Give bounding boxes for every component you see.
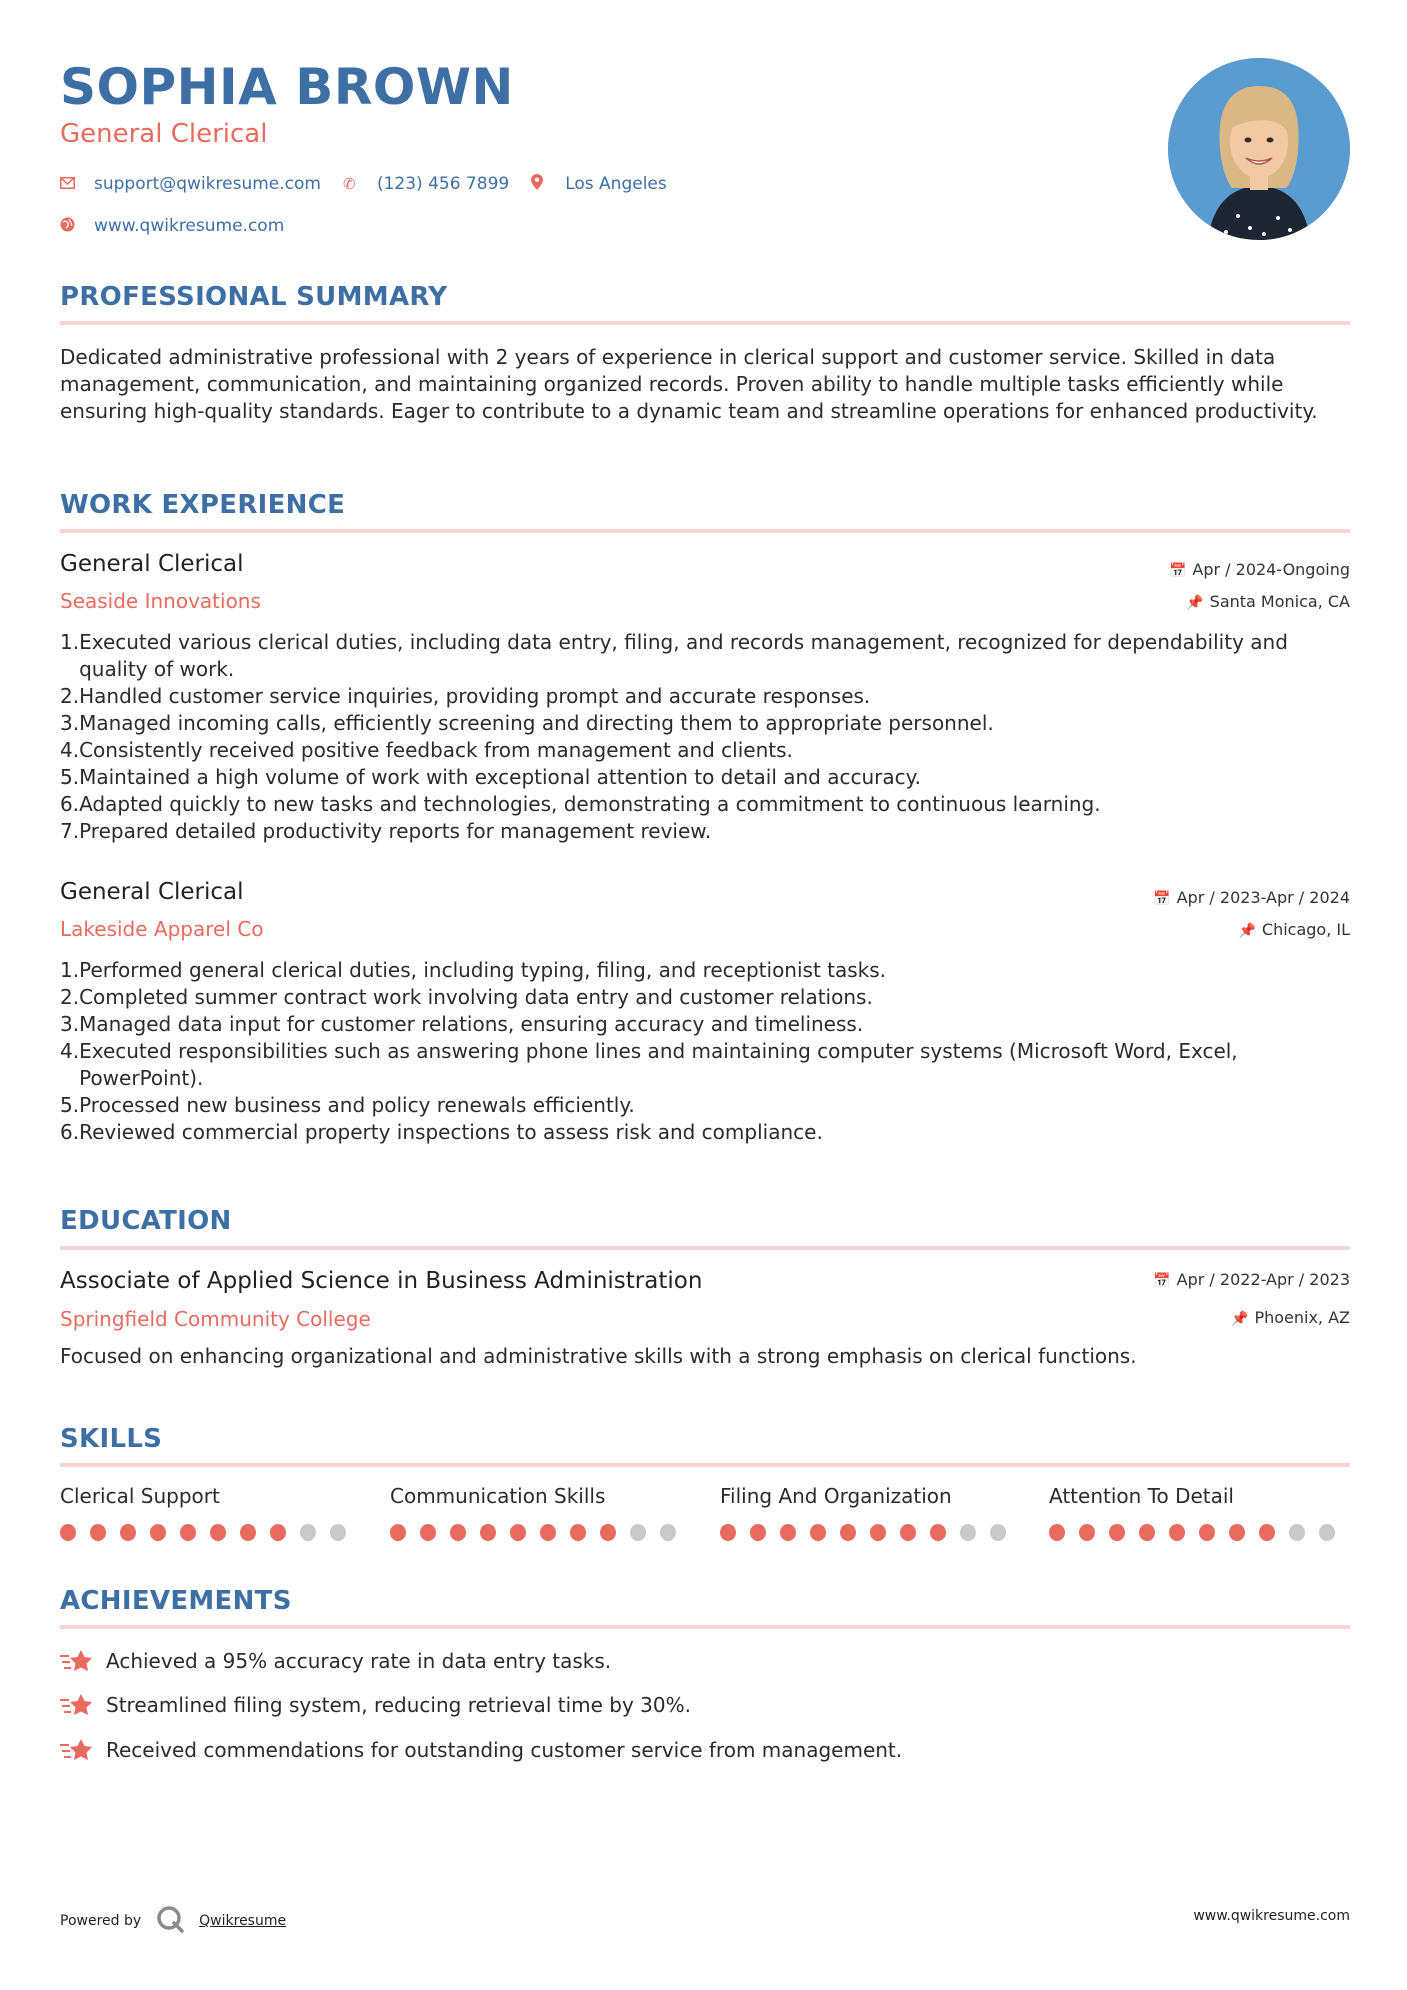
list-item: 5. Processed new business and policy renewals efficiently. [60,1093,635,1117]
rating-dot-empty [960,1524,976,1541]
phone-icon: ✆ [342,175,356,193]
star-icon [60,1737,94,1763]
rating-dot-filled [840,1524,856,1541]
star-icon [60,1648,94,1674]
contact-row-2 [60,216,306,236]
skill-item [720,1484,1020,1541]
powered-by-label: Powered by [60,1913,142,1929]
qwikresume-logo-icon [155,1904,185,1938]
section-divider [60,1246,1350,1250]
star-icon [60,1692,94,1718]
skill-rating [1049,1524,1349,1541]
rating-dot-empty [990,1524,1006,1541]
job-dates: 📅 Apr / 2023-Apr / 2024 [1153,888,1350,907]
rating-dot-filled [450,1524,466,1541]
list-item: 3. Managed data input for customer relations, ensuring accuracy and timeliness. [60,1012,864,1036]
achievement-item [60,1692,691,1718]
globe-icon [60,217,94,236]
candidate-name: SOPHIA BROWN [60,58,514,116]
footer-powered-by [60,1904,286,1938]
education-description: Focused on enhancing organizational and administrative skills with a strong emphasis on clerical functions. [60,1344,1137,1368]
rating-dot-filled [570,1524,586,1541]
skill-rating [390,1524,690,1541]
rating-dot-empty [1289,1524,1305,1541]
skill-name: Clerical Support [60,1484,220,1508]
footer-url[interactable]: www.qwikresume.com [1193,1908,1350,1924]
list-item: 7. Prepared detailed productivity reports for management review. [60,819,712,843]
education-dates: 📅 Apr / 2022-Apr / 2023 [1153,1270,1350,1289]
rating-dot-filled [510,1524,526,1541]
skill-name: Filing And Organization [720,1484,952,1508]
list-item: 6. Adapted quickly to new tasks and technologies, demonstrating a commitment to continuous learning. [60,792,1101,816]
rating-dot-empty [330,1524,346,1541]
email-link[interactable]: support@qwikresume.com [94,174,321,194]
achievement-item [60,1648,611,1674]
achievement-text: Received commendations for outstanding customer service from management. [106,1738,903,1762]
achievement-text: Achieved a 95% accuracy rate in data entry tasks. [106,1649,612,1673]
list-item: 4. Executed responsibilities such as answering phone lines and maintaining computer systems (Microsoft Word, Excel, PowerPoint). [60,1039,1238,1090]
list-item: 5. Maintained a high volume of work with exceptional attention to detail and accuracy. [60,765,921,789]
job-dates: 📅 Apr / 2024-Ongoing [1168,560,1350,579]
rating-dot-filled [750,1524,766,1541]
rating-dot-empty [660,1524,676,1541]
education-heading: EDUCATION [60,1206,232,1236]
education-location: 📌 Phoenix, AZ [1231,1308,1350,1327]
skill-name: Communication Skills [390,1484,606,1508]
achievements-heading: ACHIEVEMENTS [60,1586,292,1616]
section-divider [60,1463,1350,1467]
job-company: Seaside Innovations [60,589,261,613]
achievement-text: Streamlined filing system, reducing retrieval time by 30%. [106,1693,691,1717]
section-divider [60,1625,1350,1629]
rating-dot-filled [1199,1524,1215,1541]
website-link[interactable]: www.qwikresume.com [94,216,285,236]
degree-title: Associate of Applied Science in Business Administration [60,1268,703,1294]
calendar-icon: 📅 [1153,891,1171,907]
envelope-icon [60,175,94,193]
summary-text: Dedicated administrative professional with 2 years of experience in clerical support and customer service. Skilled in data management, communication, and maintaining organized records. Proven ability to handle multiple tasks efficiently while ensuring high-quality standards. Eager to contribute to a dynamic team and streamline operations for enhanced productivity. [60,345,1318,423]
skill-item [390,1484,690,1541]
section-divider [60,321,1350,325]
skill-item [1049,1484,1349,1541]
job-company: Lakeside Apparel Co [60,917,264,941]
list-item: 1. Executed various clerical duties, including data entry, filing, and records management, recognized for dependability and quality of work. [60,630,1288,681]
rating-dot-filled [120,1524,136,1541]
calendar-icon: 📅 [1168,563,1187,579]
rating-dot-filled [60,1524,76,1541]
rating-dot-filled [870,1524,886,1541]
rating-dot-filled [1229,1524,1245,1541]
section-divider [60,529,1350,533]
calendar-icon: 📅 [1153,1273,1171,1289]
rating-dot-filled [900,1524,916,1541]
skill-rating [720,1524,1020,1541]
rating-dot-filled [480,1524,496,1541]
job-duties-list [60,957,1350,1146]
rating-dot-filled [1139,1524,1155,1541]
pushpin-icon: 📌 [1238,923,1256,939]
rating-dot-filled [240,1524,256,1541]
school-name: Springfield Community College [60,1307,371,1331]
rating-dot-filled [780,1524,796,1541]
list-item: 4. Consistently received positive feedback from management and clients. [60,738,793,762]
rating-dot-empty [1319,1524,1335,1541]
rating-dot-empty [300,1524,316,1541]
rating-dot-filled [150,1524,166,1541]
rating-dot-filled [210,1524,226,1541]
map-pin-icon [531,174,565,194]
summary-heading: PROFESSIONAL SUMMARY [60,282,448,312]
job-role: General Clerical [60,551,244,577]
pushpin-icon: 📌 [1231,1311,1249,1327]
phone-number: (123) 456 7899 [376,174,510,194]
job-location: 📌 Santa Monica, CA [1186,592,1350,611]
experience-heading: WORK EXPERIENCE [60,490,346,520]
rating-dot-filled [600,1524,616,1541]
skill-rating [60,1524,360,1541]
rating-dot-filled [1079,1524,1095,1541]
profile-photo [1168,58,1350,240]
rating-dot-filled [390,1524,406,1541]
job-location: 📌 Chicago, IL [1238,920,1350,939]
list-item: 3. Managed incoming calls, efficiently screening and directing them to appropriate personnel. [60,711,994,735]
qwikresume-link[interactable]: Qwikresume [199,1913,287,1929]
rating-dot-filled [90,1524,106,1541]
rating-dot-filled [930,1524,946,1541]
list-item: 6. Reviewed commercial property inspections to assess risk and compliance. [60,1120,823,1144]
location-text: Los Angeles [565,174,667,194]
pushpin-icon: 📌 [1186,595,1204,611]
candidate-title: General Clerical [60,119,268,149]
skill-item [60,1484,360,1541]
rating-dot-filled [1259,1524,1275,1541]
rating-dot-filled [1169,1524,1185,1541]
list-item: 2. Handled customer service inquiries, providing prompt and accurate responses. [60,684,871,708]
rating-dot-filled [540,1524,556,1541]
contact-row-1 [60,174,689,194]
job-duties-list [60,629,1350,845]
job-role: General Clerical [60,879,244,905]
rating-dot-filled [1049,1524,1065,1541]
list-item: 1. Performed general clerical duties, including typing, filing, and receptionist tasks. [60,958,887,982]
rating-dot-filled [180,1524,196,1541]
list-item: 2. Completed summer contract work involving data entry and customer relations. [60,985,873,1009]
rating-dot-filled [720,1524,736,1541]
achievement-item [60,1737,902,1763]
resume-page [60,0,1350,1990]
rating-dot-filled [420,1524,436,1541]
skills-heading: SKILLS [60,1424,163,1454]
skill-name: Attention To Detail [1049,1484,1234,1508]
rating-dot-empty [630,1524,646,1541]
rating-dot-filled [1109,1524,1125,1541]
rating-dot-filled [270,1524,286,1541]
rating-dot-filled [810,1524,826,1541]
